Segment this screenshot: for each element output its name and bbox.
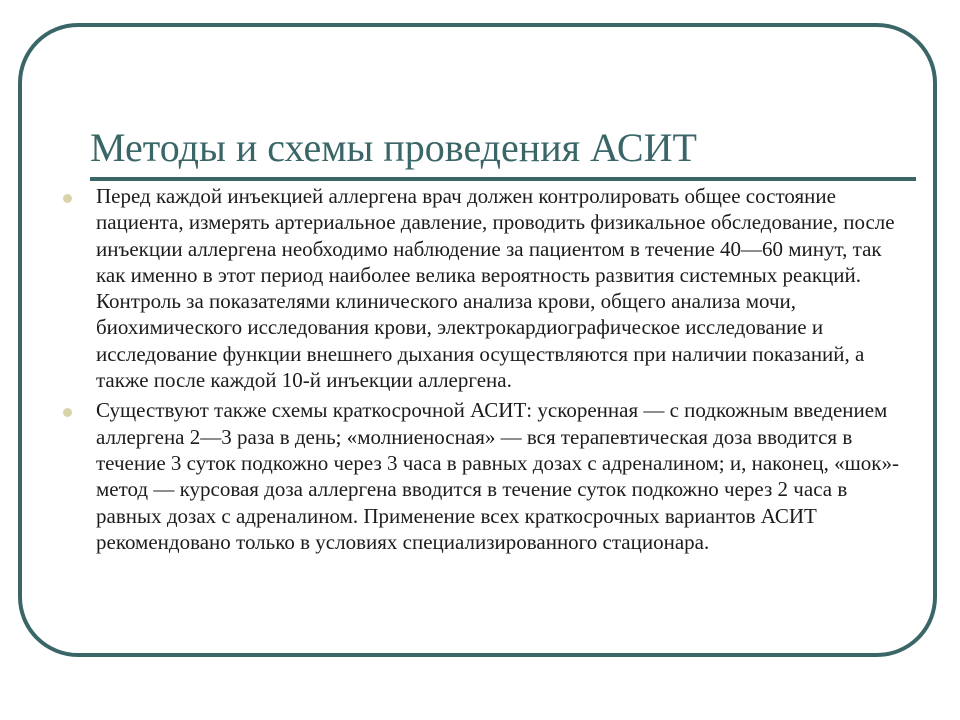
bullet-item <box>58 397 914 555</box>
bullet-icon <box>63 194 72 203</box>
bullet-item <box>58 183 914 393</box>
title-underline <box>90 177 916 181</box>
bullet-list <box>58 183 914 559</box>
bullet-icon <box>63 408 72 417</box>
slide-title: Методы и схемы проведения АСИТ <box>90 125 697 170</box>
bullet-text: Существуют также схемы краткосрочной АСИТ: ускоренная — с подкожным введением аллергена 2—3 раза в день; «молниеносная» — вся терапевтическая доза вводится в течение 3 суток подкожно через 3 часа в равных дозах с адреналином; и, наконец, «шок»-метод — курсовая доза аллергена вводится в течение суток подкожно через 2 часа в равных дозах с адреналином. Применение всех краткосрочных вариантов АСИТ рекомендовано только в условиях специализированного стационара. <box>96 398 899 554</box>
bullet-text: Перед каждой инъекцией аллергена врач должен контролировать общее состояние пациента, измерять артериальное давление, проводить физикальное обследование, после инъекции аллергена необходимо наблюдение за пациентом в течение 40—60 минут, так как именно в этот период наиболее велика вероятность развития системных реакций. Контроль за показателями клинического анализа крови, общего анализа мочи, биохимического исследования крови, электрокардиографическое исследование и исследование функции внешнего дыхания осуществляются при наличии показаний, а также после каждой 10-й инъекции аллергена. <box>96 184 895 393</box>
